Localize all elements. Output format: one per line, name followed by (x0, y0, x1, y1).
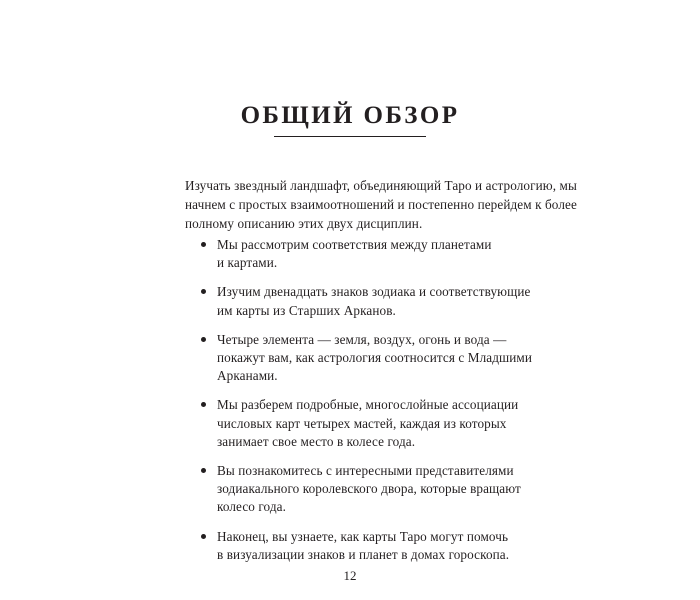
list-item-line: и картами. (217, 255, 278, 271)
list-item (201, 528, 521, 564)
list-item-line: в визуализации знаков и планет в домах гороскопа. (217, 546, 510, 562)
bullet-icon (201, 337, 206, 342)
bullet-icon (201, 534, 206, 539)
list-item-line: Четыре элемента — земля, воздух, огонь и вода — (217, 331, 507, 347)
intro-line: начнем с простых взаимоотношений и постепенно перейдем к более (185, 197, 577, 212)
list-item (201, 283, 531, 319)
list-item-line: числовых карт четырех мастей, каждая из которых (217, 415, 507, 431)
list-item-line: Мы рассмотрим соответствия между планетами (217, 237, 492, 252)
list-item-line: зодиакального королевского двора, которые вращают (217, 481, 521, 497)
intro-paragraph (185, 176, 577, 233)
bullet-icon (201, 289, 206, 294)
intro-line: полному описанию этих двух дисциплин. (185, 216, 423, 231)
list-item-line: Наконец, вы узнаете, как карты Таро могут помочь (217, 528, 509, 544)
list-item-line: Мы разберем подробные, многослойные ассоциации (217, 397, 519, 413)
intro-line: Изучать звездный ландшафт, объединяющий Таро и астрологию, мы (185, 178, 577, 193)
list-item-line: им карты из Старших Арканов. (217, 302, 396, 318)
bullet-icon (201, 402, 206, 407)
bullet-icon (201, 468, 206, 473)
page-number: 12 (343, 568, 357, 583)
chapter-title: ОБЩИЙ ОБЗОР (240, 102, 460, 129)
list-item-line: колесо года. (217, 499, 287, 515)
list-item-line: Вы познакомитесь с интересными представителями (217, 463, 514, 479)
list-item (201, 462, 521, 517)
list-item-line: покажут вам, как астрология соотносится с Младшими (217, 350, 533, 366)
list-item (201, 236, 521, 272)
list-item-line: Изучим двенадцать знаков зодиака и соответствующие (217, 284, 531, 300)
list-item-line: занимает свое место в колесе года. (217, 433, 416, 449)
topics-list (201, 236, 533, 575)
title-underline (274, 136, 426, 137)
list-item-line: Арканами. (217, 368, 278, 384)
list-item (201, 396, 521, 451)
bullet-icon (201, 242, 206, 247)
list-item (201, 331, 533, 386)
